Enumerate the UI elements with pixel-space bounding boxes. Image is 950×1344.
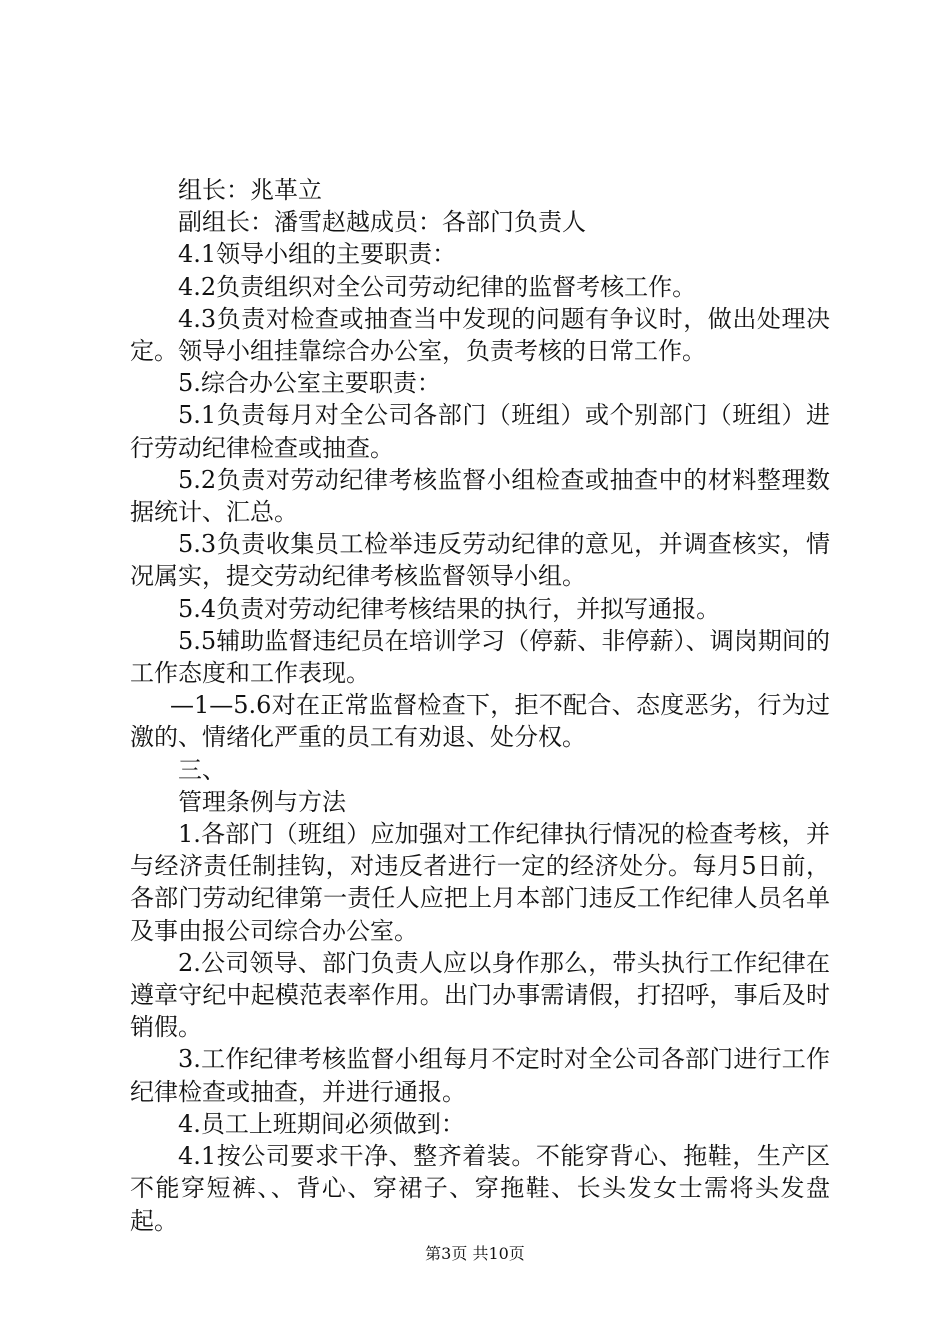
paragraph-rule-3: 3.工作纪律考核监督小组每月不定时对全公司各部门进行工作纪律检查或抽查，并进行通报。 [130,1045,830,1106]
paragraph-5-3: 5.3负责收集员工检举违反劳动纪律的意见，并调查核实，情况属实，提交劳动纪律考核监督领导小组。 [130,530,830,591]
paragraph-5-4: 5.4负责对劳动纪律考核结果的执行，并拟写通报。 [178,594,721,623]
paragraph-rule-4-1: 4.1按公司要求干净、整齐着装。不能穿背心、拖鞋，生产区不能穿短裤、、背心、穿裙子、穿拖鞋、长头发女士需将头发盘起。 [130,1142,830,1235]
page-number-footer: 第3页 共10页 [425,1244,525,1263]
paragraph-rule-1: 1.各部门（班组）应加强对工作纪律执行情况的检查考核，并与经济责任制挂钩，对违反者进行一定的经济处分。每月5日前，各部门劳动纪律第一责任人应把上月本部门违反工作纪律人员名单及事由报公司综合办公室。 [130,820,830,945]
paragraph-5-5: 5.5辅助监督违纪员在培训学习（停薪、非停薪）、调岗期间的工作态度和工作表现。 [130,626,830,688]
paragraph-leader: 组长：兆革立 [178,176,322,204]
paragraph-4-2: 4.2负责组织对全公司劳动纪律的监督考核工作。 [178,272,697,301]
paragraph-rule-2: 2.公司领导、部门负责人应以身作那么，带头执行工作纪律在遵章守纪中起模范表率作用。出门办事需请假，打招呼，事后及时销假。 [130,948,830,1042]
paragraph-5-6: —1—5.6对在正常监督检查下，拒不配合、态度恶劣，行为过激的、情绪化严重的员工有劝退、处分权。 [130,691,830,752]
paragraph-4-3: 4.3负责对检查或抽查当中发现的问题有争议时，做出处理决定。领导小组挂靠综合办公室，负责考核的日常工作。 [130,304,830,366]
paragraph-4-1: 4.1领导小组的主要职责： [178,240,457,269]
section-heading-number: 三、 [178,755,226,784]
paragraph-rule-4: 4.员工上班期间必须做到： [178,1109,465,1138]
paragraph-deputy-leader: 副组长：潘雪赵越成员：各部门负责人 [178,208,586,237]
document-body [130,174,830,1237]
paragraph-5-2: 5.2负责对劳动纪律考核监督小组检查或抽查中的材料整理数据统计、汇总。 [130,465,830,527]
section-heading-title: 管理条例与方法 [178,787,346,816]
paragraph-5: 5.综合办公室主要职责： [178,369,441,398]
paragraph-5-1: 5.1负责每月对全公司各部门（班组）或个别部门（班组）进行劳动纪律检查或抽查。 [130,401,830,462]
